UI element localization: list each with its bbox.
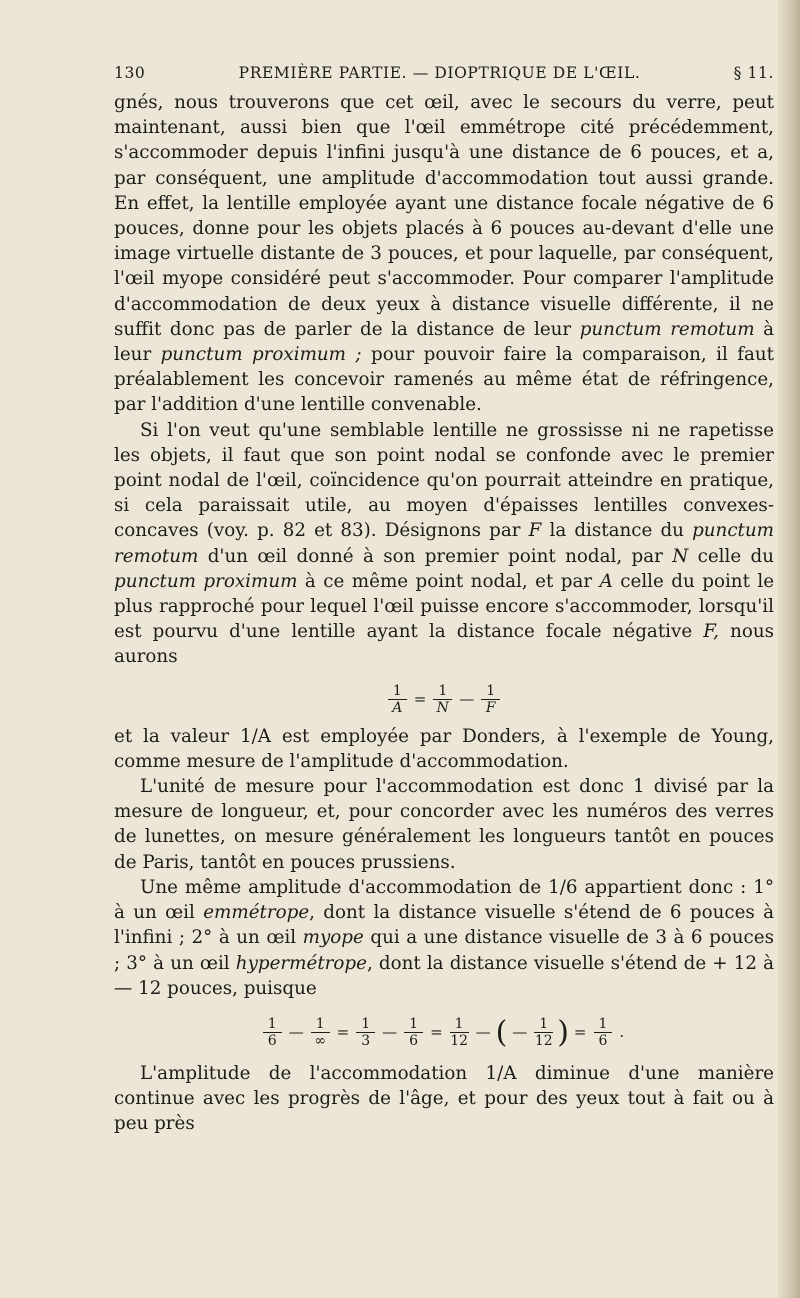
period: . — [619, 1023, 625, 1042]
minus-sign: — — [288, 1023, 304, 1042]
text-run: la distance du — [549, 520, 684, 542]
fraction-1-over-12: $\frac{1}{12}$ — [534, 1015, 553, 1049]
italic-symbol: F — [528, 520, 542, 542]
fraction-1-over-infinity: $\frac{1}{\infty}$ — [311, 1016, 330, 1050]
fraction-1-over-3: $\frac{1}{3}$ — [356, 1016, 375, 1050]
italic-term: punctum proximum ; — [160, 344, 362, 366]
text-run: , dont la distance visuelle s'étend de + 12 à — 12 pouces, puisque — [114, 952, 774, 999]
italic-term: hypermétrope — [235, 952, 367, 974]
italic-symbol: F, — [703, 621, 719, 643]
equals-sign: = — [413, 690, 427, 709]
italic-symbol: N — [672, 545, 689, 567]
text-run: celle du — [697, 545, 775, 567]
text-run: , dont la distance visuelle s'étend de 6 pouces à l'infini ; 2° à un œil — [114, 902, 775, 949]
text-run: à leur — [114, 318, 774, 366]
body-text — [114, 90, 774, 1137]
page-edge — [778, 0, 800, 1298]
section-number: § 11. — [733, 64, 774, 82]
italic-term: punctum proximum — [114, 570, 298, 592]
right-parenthesis: ) — [557, 1014, 569, 1050]
fraction-1-over-A: $\frac{1}{A}$ — [388, 683, 407, 717]
fraction-1-over-6: $\frac{1}{6}$ — [404, 1016, 423, 1050]
negative-sign: — — [512, 1023, 528, 1042]
text-run: Une même amplitude d'accommodation de 1/6 appartient donc : 1° à un œil — [114, 876, 774, 924]
paragraph-1 — [114, 90, 774, 418]
formula-accommodation — [114, 676, 774, 724]
formula-amplitude-comparison — [114, 1009, 774, 1057]
text-run: pour pouvoir faire la comparaison, il faut préalablement les concevoir ramenés au même état de réfringence, par l'addition d'une lentille convenable. — [114, 344, 775, 416]
paragraph-6: L'amplitude de l'accommodation 1/A diminue d'une manière continue avec les progrès de l'âge, et pour des yeux tout à fait ou à peu près — [114, 1062, 774, 1135]
equals-sign: = — [573, 1023, 587, 1042]
italic-term: punctum remotum — [114, 520, 775, 567]
text-run: celle du point le plus rapproché pour lequel l'œil puisse encore s'accommoder, lorsqu'il est pourvu d'une lentille ayant la distance focale négative — [114, 570, 775, 643]
text-run: Si l'on veut qu'une semblable lentille ne grossisse ni ne rapetisse les objets, il faut que son point nodal se confonde avec le premier point nodal de l'œil, coïncidence qu'on pourrait atteindre en pratique, si cela paraissait utile, au moyen d'épaisses lentilles convexes-concaves (voy. p. 82 et 83). Désignons par — [114, 419, 774, 542]
fraction-1-over-6: $\frac{1}{6}$ — [594, 1016, 613, 1050]
italic-symbol: A — [599, 570, 613, 592]
paragraph-5 — [114, 875, 774, 1001]
fraction-1-over-6: $\frac{1}{6}$ — [263, 1016, 282, 1050]
fraction-1-over-N: $\frac{1}{N}$ — [433, 683, 452, 717]
running-title: PREMIÈRE PARTIE. — DIOPTRIQUE DE L'ŒIL. — [238, 64, 641, 82]
equals-sign: = — [430, 1023, 443, 1042]
paragraph-2 — [114, 418, 774, 670]
text-run: nous aurons — [114, 621, 775, 668]
book-page — [114, 64, 774, 1137]
italic-term: punctum remotum — [579, 318, 755, 340]
paragraph-3: et la valeur 1/A est employée par Donders, à l'exemple de Young, comme mesure de l'amplitude d'accommodation. — [114, 725, 774, 772]
text-run: gnés, nous trouverons que cet œil, avec le secours du verre, peut maintenant, aussi bien que l'œil emmétrope cité précédemment, s'accommoder depuis l'infini jusqu'à une distance de 6 pouces, et a, par conséquent, une amplitude d'accommodation tout aussi grande. En effet, la lentille employée ayant une distance focale négative de 6 pouces, donne pour les objets placés à 6 pouces au-devant d'elle une image virtuelle distante de 3 pouces, et pour laquelle, par conséquent, l'œil myope considéré peut s'accommoder. Pour comparer l'amplitude d'accommodation de deux yeux à distance visuelle différente, il ne suffit donc pas de parler de la distance de leur — [114, 92, 774, 340]
left-parenthesis: ( — [495, 1014, 508, 1050]
fraction-1-over-F: $\frac{1}{F}$ — [481, 683, 500, 717]
running-header — [114, 64, 774, 90]
text-run: à ce même point nodal, et par — [304, 570, 593, 592]
italic-term: emmétrope — [203, 902, 310, 924]
minus-sign: — — [382, 1023, 398, 1042]
italic-term: myope — [302, 927, 364, 949]
paragraph-4: L'unité de mesure pour l'accommodation est donc 1 divisé par la mesure de longueur, et, pour concorder avec les numéros des verres de lunettes, on mesure généralement les longueurs tantôt en pouces de Paris, tantôt en pouces prussiens. — [114, 776, 774, 873]
equals-sign: = — [336, 1023, 350, 1042]
page-number: 130 — [114, 64, 146, 82]
minus-sign: — — [459, 690, 475, 709]
text-run: qui a une distance visuelle de 3 à 6 pouces ; 3° à un œil — [114, 927, 774, 974]
fraction-1-over-12: $\frac{1}{12}$ — [450, 1015, 469, 1049]
text-run: d'un œil donné à son premier point nodal, par — [207, 545, 663, 567]
minus-sign: — — [475, 1023, 491, 1042]
